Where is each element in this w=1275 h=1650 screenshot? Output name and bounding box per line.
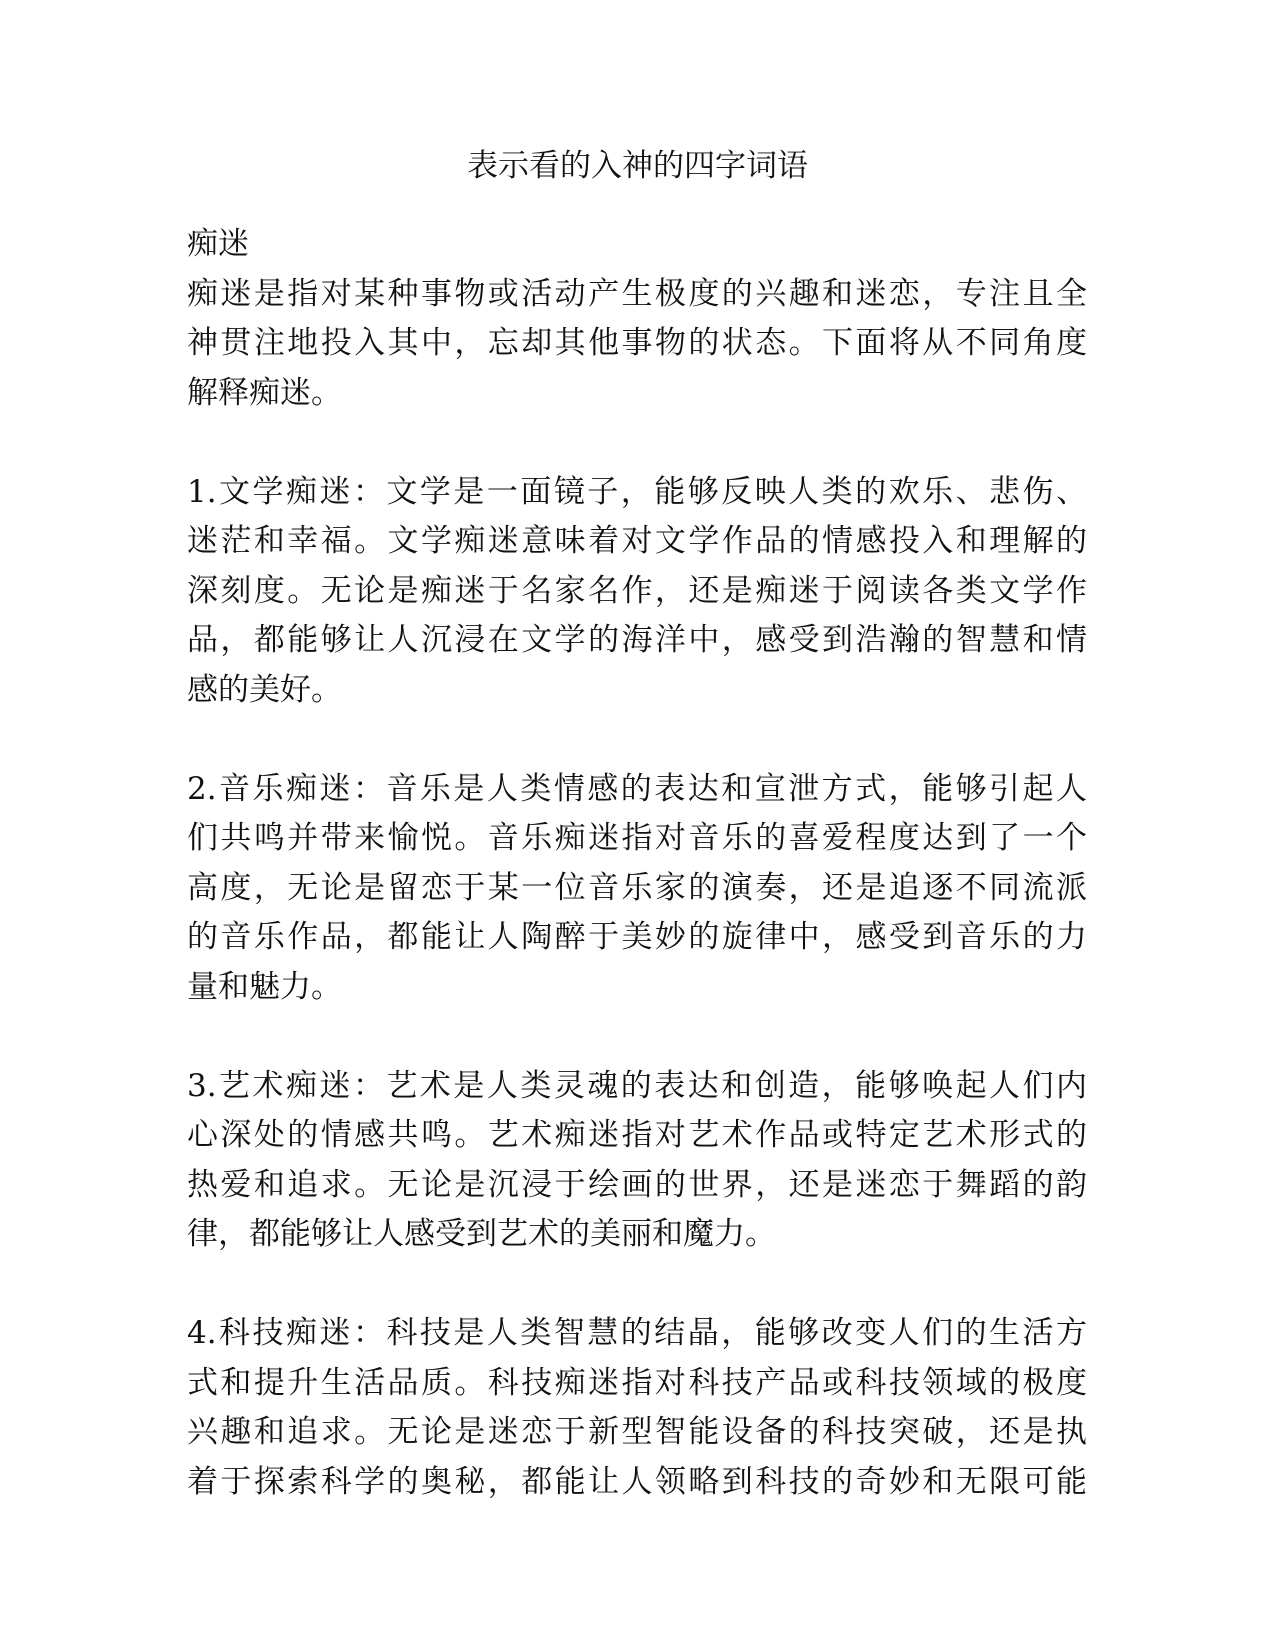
paragraph-gap <box>187 1260 1087 1310</box>
paragraph-gap <box>187 418 1087 468</box>
paragraph-art <box>187 1062 1087 1260</box>
paragraph-line: 深刻度。无论是痴迷于名家名作，还是痴迷于阅读各类文学作 <box>187 572 1087 609</box>
paragraph-line: 迷茫和幸福。文学痴迷意味着对文学作品的情感投入和理解的 <box>187 523 1087 559</box>
paragraph-line: 品，都能够让人沉浸在文学的海洋中，感受到浩瀚的智慧和情 <box>187 622 1087 658</box>
paragraph-gap <box>187 1012 1087 1062</box>
paragraph-line: 兴趣和追求。无论是迷恋于新型智能设备的科技突破，还是执 <box>187 1414 1087 1450</box>
paragraph-line: 痴迷是指对某种事物或活动产生极度的兴趣和迷恋，专注且全 <box>187 275 1087 312</box>
paragraph-line: 2.音乐痴迷：音乐是人类情感的表达和宣泄方式，能够引起人 <box>187 770 1087 807</box>
paragraph-line: 高度，无论是留恋于某一位音乐家的演奏，还是追逐不同流派 <box>187 869 1087 906</box>
paragraph-line: 们共鸣并带来愉悦。音乐痴迷指对音乐的喜爱程度达到了一个 <box>187 820 1087 856</box>
paragraph-line: 热爱和追求。无论是沉浸于绘画的世界，还是迷恋于舞蹈的韵 <box>187 1166 1087 1203</box>
document-body <box>187 220 1087 1507</box>
intro-paragraph <box>187 270 1087 419</box>
paragraph-line: 式和提升生活品质。科技痴迷指对科技产品或科技领域的极度 <box>187 1364 1087 1401</box>
paragraph-technology <box>187 1309 1087 1507</box>
document-title: 表示看的入神的四字词语 <box>467 148 808 184</box>
paragraph-line: 着于探索科学的奥秘，都能让人领略到科技的奇妙和无限可能 <box>187 1463 1087 1500</box>
paragraph-line: 4.科技痴迷：科技是人类智慧的结晶，能够改变人们的生活方 <box>187 1315 1087 1351</box>
paragraph-line: 感的美好。 <box>187 671 342 708</box>
paragraph-line: 解释痴迷。 <box>187 374 342 411</box>
paragraph-line: 量和魅力。 <box>187 968 342 1005</box>
paragraph-literature <box>187 468 1087 716</box>
paragraph-gap <box>187 715 1087 765</box>
section-heading: 痴迷 <box>187 226 249 262</box>
paragraph-line: 神贯注地投入其中，忘却其他事物的状态。下面将从不同角度 <box>187 325 1087 361</box>
paragraph-line: 1.文学痴迷：文学是一面镜子，能够反映人类的欢乐、悲伤、 <box>187 473 1087 510</box>
paragraph-line: 律，都能够让人感受到艺术的美丽和魔力。 <box>187 1216 776 1252</box>
paragraph-music <box>187 765 1087 1013</box>
paragraph-line: 的音乐作品，都能让人陶醉于美妙的旋律中，感受到音乐的力 <box>187 919 1087 955</box>
paragraph-line: 心深处的情感共鸣。艺术痴迷指对艺术作品或特定艺术形式的 <box>187 1117 1087 1153</box>
paragraph-line: 3.艺术痴迷：艺术是人类灵魂的表达和创造，能够唤起人们内 <box>187 1067 1087 1104</box>
